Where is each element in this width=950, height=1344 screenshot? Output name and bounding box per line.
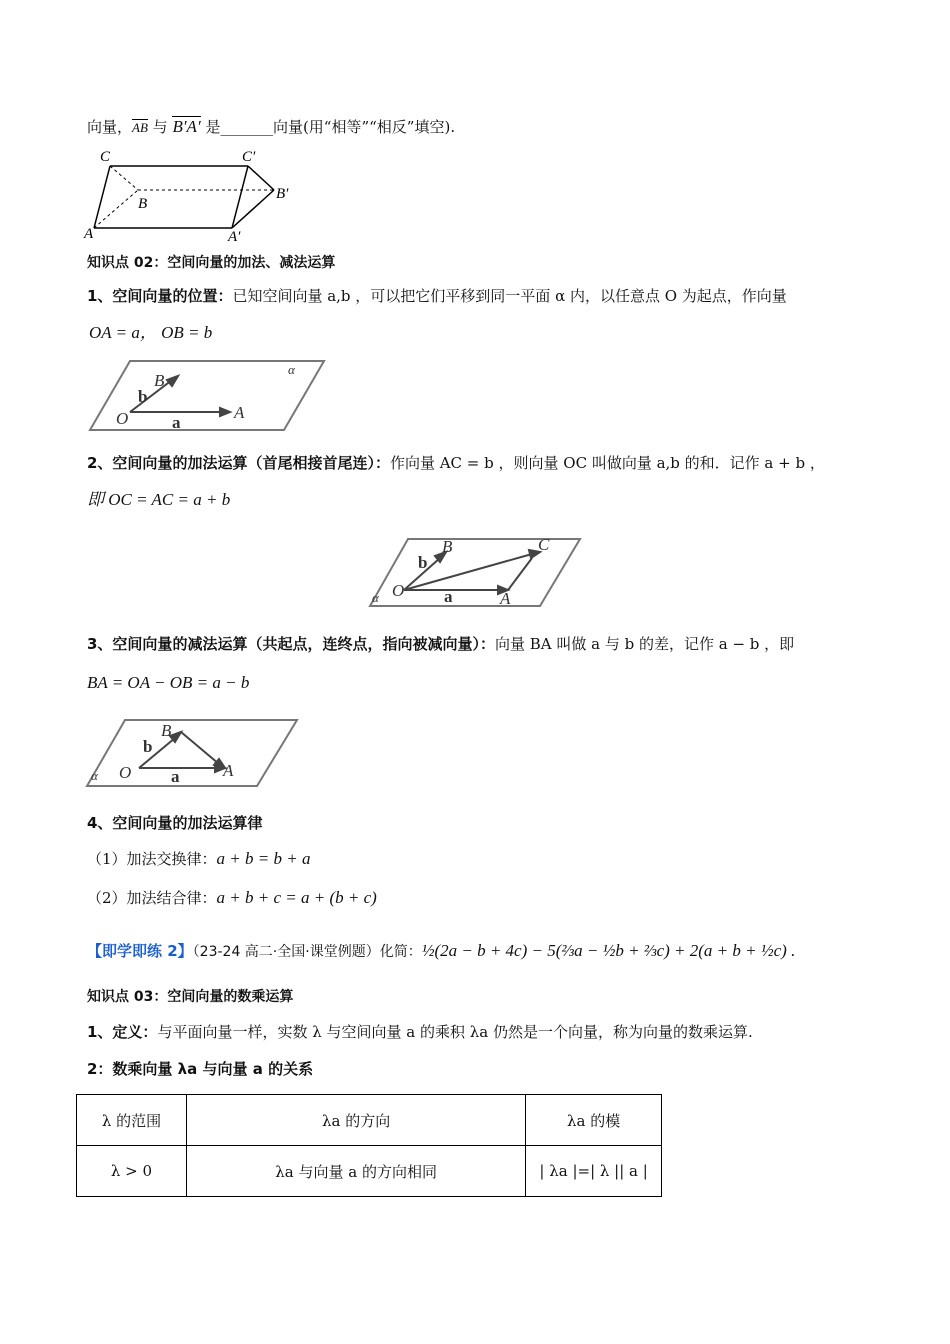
label-a-vector: a (171, 767, 180, 786)
answer-blank[interactable]: _______ (220, 118, 273, 136)
equation-s1: OA = a， OB = b (89, 323, 213, 342)
label-o: O (119, 763, 132, 782)
paragraph-s2: 2、空间向量的加法运算（首尾相接首尾连）：作向量 AC = b ，则向量 OC 叫做向量 a,b 的和．记作 a + b ， (87, 454, 825, 472)
label-a-point: A (234, 403, 245, 422)
section-title-kp02: 知识点 02：空间向量的加法、减法运算 (87, 255, 336, 271)
label-o: O (116, 409, 129, 428)
paragraph-definition: 1、定义：与平面向量一样，实数 λ 与空间向量 a 的乘积 λa 仍然是一个向量，称为向量的数乘运算. (87, 1023, 753, 1041)
paragraph-relation: 2：数乘向量 λa 与向量 a 的关系 (87, 1060, 314, 1078)
practice-line: 【即学即练 2】（23-24 高二·全国·课堂例题）化简：½(2a − b + 4c) − 5(⅔a − ½b + ⅔c) + 2(a + b + ½c) . (87, 941, 796, 960)
label-a-point: A (223, 761, 234, 780)
label-c-point: C (538, 536, 550, 554)
label-o: O (392, 581, 405, 600)
label-a-vector: a (444, 587, 453, 606)
label-b-vector: b (143, 737, 153, 756)
paragraph-s3: 3、空间向量的减法运算（共起点，连终点，指向被减向量）：向量 BA 叫做 a 与 b 的差，记作 a − b ，即 (87, 635, 795, 653)
plane-figure-position (88, 358, 328, 434)
prism-figure (82, 146, 312, 242)
label-alpha: α (91, 768, 98, 783)
relation-table (76, 1094, 662, 1197)
label-b-vector: b (418, 553, 428, 572)
associative-law: （2）加法结合律：a + b + c = a + (b + c) (87, 888, 377, 907)
commutative-law: （1）加法交换律：a + b = b + a (87, 849, 311, 868)
label-b-vector: b (138, 387, 148, 406)
label-c-prime: C′ (242, 149, 256, 165)
fill-blank-line: 向量，AB 与 B′A′ 是_______向量(用“相等”“相反”填空). (87, 117, 456, 136)
label-alpha: α (372, 590, 379, 605)
table-row: λ > 0 λa 与向量 a 的方向相同 | λa |=| λ || a | (77, 1146, 662, 1197)
label-b-point: B (442, 537, 453, 556)
label-b-point: B (161, 721, 172, 740)
paragraph-s1: 1、空间向量的位置：已知空间向量 a,b ，可以把它们平移到同一平面 α 内，以任意点 O 为起点，作向量 (87, 287, 787, 305)
section-title-kp03: 知识点 03：空间向量的数乘运算 (87, 989, 294, 1005)
label-b: B (138, 196, 148, 212)
plane-figure-addition (368, 536, 584, 610)
equation-s2: 即 OC = AC = a + b (87, 490, 231, 509)
label-a-prime: A′ (228, 229, 241, 242)
vector-ab: AB (132, 120, 148, 135)
label-c: C (100, 149, 111, 165)
label-a: A (84, 226, 94, 242)
section-title-laws: 4、空间向量的加法运算律 (87, 814, 263, 832)
label-alpha: α (288, 362, 295, 377)
label-b-point: B (154, 371, 165, 390)
label-b-prime: B′ (276, 186, 289, 202)
equation-s3: BA = OA − OB = a − b (87, 673, 250, 692)
label-a-point: A (500, 589, 511, 608)
label-a-vector: a (172, 413, 181, 432)
practice-expression: ½(2a − b + 4c) − 5(⅔a − ½b + ⅔c) + 2(a + b + ½c) . (421, 941, 796, 960)
practice-tag: 【即学即练 2】 (87, 942, 193, 960)
table-header-row: λ 的范围 λa 的方向 λa 的模 (77, 1095, 662, 1146)
plane-figure-subtraction (85, 718, 301, 790)
vector-ba: B′A′ (172, 117, 201, 136)
